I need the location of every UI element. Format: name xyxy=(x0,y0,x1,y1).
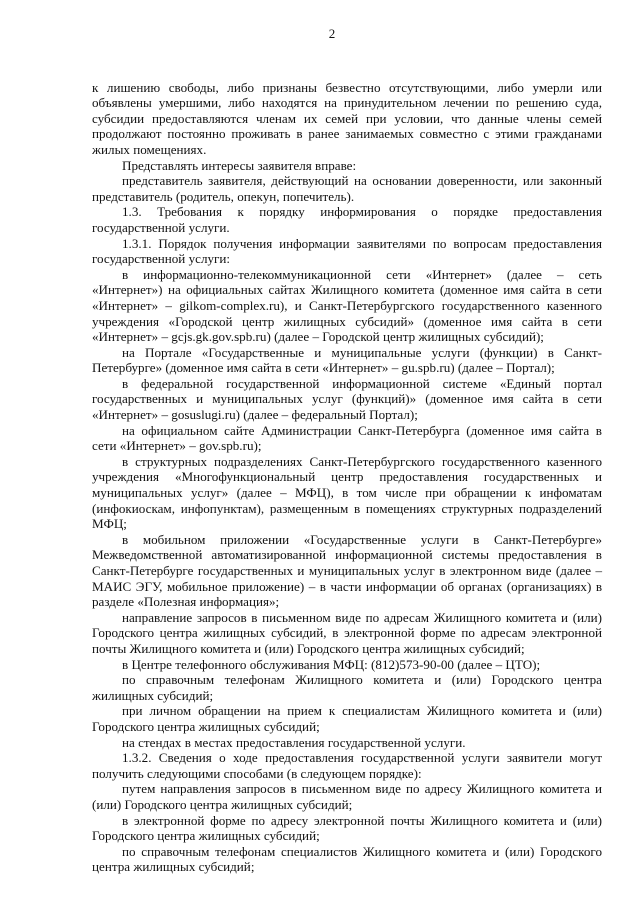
list-paragraph: в Центре телефонного обслуживания МФЦ: (812)573-90-00 (далее – ЦТО); xyxy=(122,656,541,672)
list-paragraph: в структурных подразделениях Санкт-Петербургского государственного казенного учреждения «Многофункциональный центр предоставления государственных и муниципальных услуг» (далее – МФЦ), в том числе при обращении к инфоматам (инфокиоскам, инфопунктам), размещенным в помещениях структурных подразделений МФЦ; xyxy=(92,453,602,532)
list-paragraph: на стендах в местах предоставления государственной услуги. xyxy=(122,734,466,750)
paragraph-continuation: к лишению свободы, либо признаны безвестно отсутствующими, либо умерли или объявлены умершими, либо находятся на принудительном лечении по решению суда, субсидии предоставляются членам их семей при условии, что данные члены семей продолжают постоянно проживать в ранее занимаемых совместно с этими гражданами жилых помещениях. xyxy=(92,79,602,157)
paragraph: Представлять интересы заявителя вправе: xyxy=(122,157,357,173)
list-paragraph: при личном обращении на прием к специалистам Жилищного комитета и (или) Городского центра жилищных субсидий; xyxy=(92,703,602,734)
list-paragraph: путем направления запросов в письменном виде по адресу Жилищного комитета и (или) Городского центра жилищных субсидий; xyxy=(92,781,602,812)
list-paragraph: по справочным телефонам Жилищного комитета и (или) Городского центра жилищных субсидий; xyxy=(92,672,602,703)
list-paragraph: в мобильном приложении «Государственные услуги в Санкт-Петербурге» Межведомственной автоматизированной информационной системы предоставления в Санкт-Петербурге государственных и муниципальных услуг в электронном виде (далее – МАИС ЭГУ, мобильное приложение) – в части информации об органах (организациях) в разделе «Полезная информация»; xyxy=(92,531,602,610)
section-heading: 1.3. Требования к порядку информирования о порядке предоставления государственной услуги. xyxy=(92,204,602,235)
list-paragraph: в электронной форме по адресу электронной почты Жилищного комитета и (или) Городского центра жилищных субсидий; xyxy=(92,812,602,844)
document-body xyxy=(92,80,602,875)
page-number: 2 xyxy=(328,26,336,41)
list-paragraph: в федеральной государственной информационной системе «Единый портал государственных и муниципальных услуг (функций)» (доменное имя сайта в сети «Интернет» – gosuslugi.ru) (далее – федеральный Портал); xyxy=(92,375,602,423)
list-paragraph: по справочным телефонам специалистов Жилищного комитета и (или) Городского центра жилищных субсидий; xyxy=(92,843,602,875)
list-paragraph: направление запросов в письменном виде по адресам Жилищного комитета и (или) Городского центра жилищных субсидий, в электронной форме по адресам электронной почты Жилищного комитета и (или) Городского центра жилищных субсидий; xyxy=(92,609,602,656)
list-paragraph: на официальном сайте Администрации Санкт-Петербурга (доменное имя сайта в сети «Интернет» – gov.spb.ru); xyxy=(92,422,602,454)
subsection-heading: 1.3.2. Сведения о ходе предоставления государственной услуги заявители могут получить следующими способами (в следующем порядке): xyxy=(92,750,602,781)
paragraph: представитель заявителя, действующий на основании доверенности, или законный представитель (родитель, опекун, попечитель). xyxy=(92,173,602,204)
list-paragraph: в информационно-телекоммуникационной сети «Интернет» (далее – сеть «Интернет») на официальных сайтах Жилищного комитета (доменное имя сайта в сети «Интернет» – gilkom-complex.ru), и Санкт-Петербургского государственного казенного учреждения «Городской центр жилищных субсидий» (доменное имя сайта в сети «Интернет» – gcjs.gk.gov.spb.ru) (далее – Городской центр жилищных субсидий); xyxy=(92,266,602,345)
list-paragraph: на Портале «Государственные и муниципальные услуги (функции) в Санкт-Петербурге» (доменное имя сайта в сети «Интернет» – gu.spb.ru) (далее – Портал); xyxy=(92,344,602,376)
subsection-heading: 1.3.1. Порядок получения информации заявителями по вопросам предоставления государственной услуги: xyxy=(92,235,602,267)
